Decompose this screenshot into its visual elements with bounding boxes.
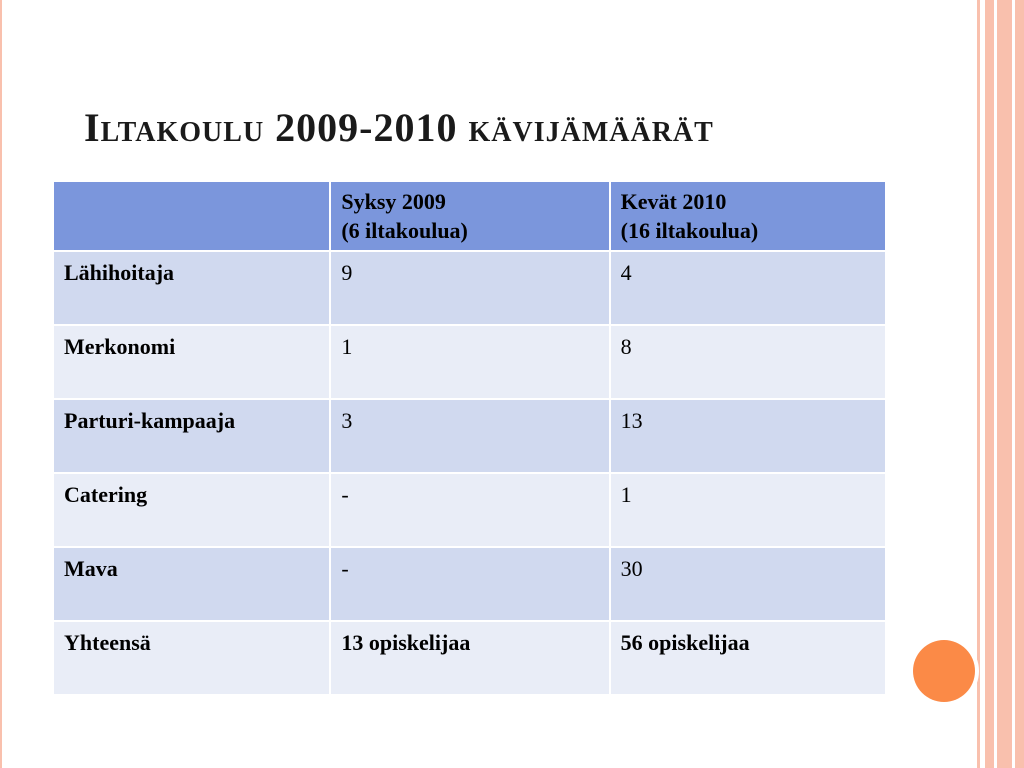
header-syksy-line2: (6 iltakoulua) — [341, 218, 468, 243]
row-label: Merkonomi — [53, 325, 330, 399]
table-row — [53, 325, 886, 399]
table-row — [53, 251, 886, 325]
attendance-table — [52, 180, 887, 696]
cell-syksy: 1 — [330, 325, 609, 399]
cell-syksy: 13 opiskelijaa — [330, 621, 609, 695]
cell-syksy: - — [330, 473, 609, 547]
header-cell-empty — [53, 181, 330, 251]
header-kevat-line1: Kevät 2010 — [620, 189, 727, 214]
table-row — [53, 547, 886, 621]
header-kevat-line2: (16 iltakoulua) — [620, 218, 759, 243]
table-row-total — [53, 621, 886, 695]
header-syksy-line1: Syksy 2009 — [341, 189, 446, 214]
decorative-stripe — [977, 0, 980, 768]
left-border-line — [0, 0, 2, 768]
row-label: Parturi-kampaaja — [53, 399, 330, 473]
row-label: Catering — [53, 473, 330, 547]
cell-kevat: 4 — [610, 251, 886, 325]
cell-kevat: 8 — [610, 325, 886, 399]
slide-title: Iltakoulu 2009-2010 kävijämäärät — [84, 105, 714, 150]
cell-syksy: 9 — [330, 251, 609, 325]
cell-syksy: 3 — [330, 399, 609, 473]
cell-kevat: 56 opiskelijaa — [610, 621, 886, 695]
table-row — [53, 399, 886, 473]
decorative-stripe — [1015, 0, 1024, 768]
cell-syksy: - — [330, 547, 609, 621]
decorative-circle — [913, 640, 975, 702]
decorative-stripe — [997, 0, 1012, 768]
header-cell-syksy — [330, 181, 609, 251]
row-label: Mava — [53, 547, 330, 621]
cell-kevat: 13 — [610, 399, 886, 473]
header-cell-kevat — [610, 181, 886, 251]
row-label: Lähihoitaja — [53, 251, 330, 325]
cell-kevat: 30 — [610, 547, 886, 621]
row-label: Yhteensä — [53, 621, 330, 695]
cell-kevat: 1 — [610, 473, 886, 547]
table-header-row — [53, 181, 886, 251]
table-row — [53, 473, 886, 547]
decorative-stripe — [985, 0, 994, 768]
